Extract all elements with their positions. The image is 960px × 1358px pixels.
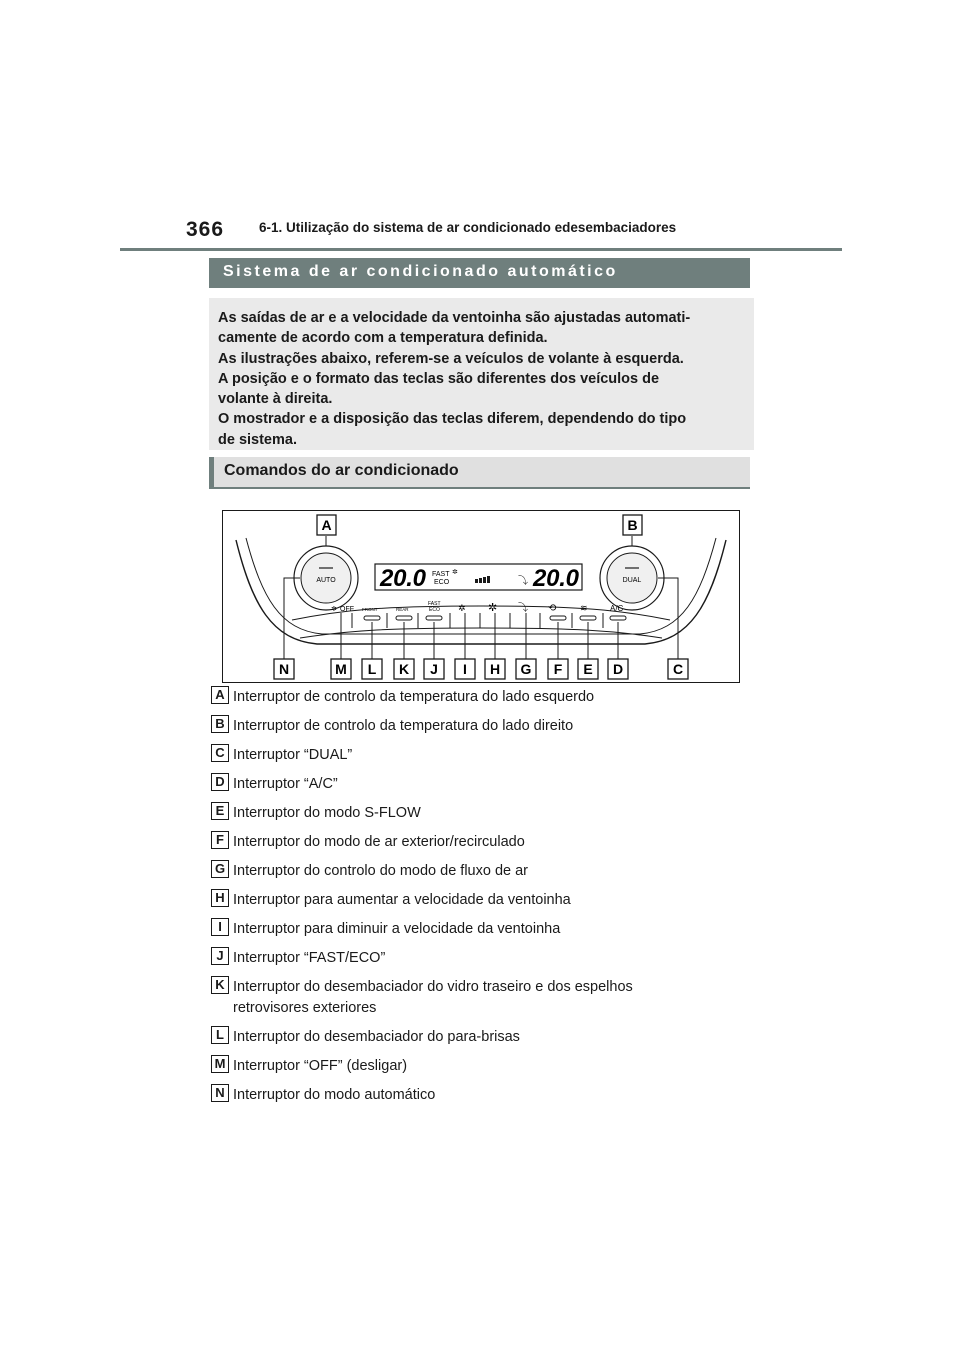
led-fast-eco	[426, 616, 442, 620]
legend-key: C	[211, 744, 229, 762]
legend-text-line-2: retrovisores exteriores	[233, 1000, 377, 1016]
left-temp-knob[interactable]	[294, 546, 358, 610]
airflow-mode-icon: ⤵	[518, 603, 528, 614]
callout-l	[362, 659, 382, 679]
svg-text:C: C	[672, 661, 684, 677]
svg-text:M: M	[335, 661, 347, 677]
climate-display	[375, 564, 582, 592]
callout-j	[424, 659, 444, 679]
led-s-flow	[580, 616, 596, 620]
fast-button-label: FAST	[428, 601, 441, 607]
eco-button-label: ECO	[429, 607, 440, 613]
fan-down-icon: ✲	[458, 604, 466, 614]
intro-line: As saídas de ar e a velocidade da ventoinha são ajustadas automati-	[218, 310, 691, 326]
legend-text: Interruptor “FAST/ECO”	[233, 950, 386, 966]
callout-g	[516, 659, 536, 679]
svg-text:H: H	[489, 661, 501, 677]
legend-key: D	[211, 773, 229, 791]
legend-key: K	[211, 976, 229, 994]
subsection-title: Comandos do ar condicionado	[224, 462, 459, 479]
legend-key: I	[211, 918, 229, 936]
svg-text:F: F	[553, 661, 563, 677]
display-eco-label: ECO	[434, 579, 450, 586]
temp-left-readout: 20.0	[380, 565, 426, 592]
ac-panel-figure	[222, 510, 740, 683]
intro-line: As ilustrações abaixo, referem-se a veículos de volante à esquerda.	[218, 350, 684, 367]
rear-defrost-label: REAR	[396, 607, 409, 612]
callout-m	[331, 659, 351, 679]
legend-text: Interruptor do controlo do modo de fluxo de ar	[233, 863, 529, 879]
display-fast-label: FAST	[432, 571, 450, 578]
svg-text:I: I	[463, 661, 467, 677]
display-airflow-icon: ⤵	[518, 576, 528, 587]
intro-line: O mostrador e a disposição das teclas diferem, dependendo do tipo	[218, 411, 687, 428]
s-flow-icon: ≋	[580, 604, 588, 614]
fan-off-icon: ✲	[331, 605, 337, 613]
legend-text: Interruptor “DUAL”	[233, 747, 353, 763]
callout-i	[455, 659, 475, 679]
legend-text: Interruptor “OFF” (desligar)	[233, 1058, 408, 1074]
callout-h	[485, 659, 505, 679]
led-ac	[610, 616, 626, 620]
legend-text: Interruptor do modo S-FLOW	[233, 805, 421, 821]
ac-button-label: A/C	[610, 604, 624, 613]
intro-text	[218, 308, 748, 450]
legend-key: N	[211, 1084, 229, 1102]
svg-text:E: E	[583, 661, 593, 677]
intro-box	[209, 298, 754, 450]
page-header	[120, 214, 842, 251]
legend-text: Interruptor de controlo da temperatura do lado esquerdo	[233, 689, 595, 705]
temp-right-readout: 20.0	[533, 565, 579, 592]
legend-key: A	[211, 686, 229, 704]
subsection-title-bar	[209, 457, 750, 489]
legend-text: Interruptor do desembaciador do para-brisas	[233, 1029, 520, 1045]
callout-f	[548, 659, 568, 679]
led-recirc	[550, 616, 566, 620]
svg-text:A: A	[321, 517, 332, 533]
svg-text:N: N	[278, 661, 290, 677]
legend-key: J	[211, 947, 229, 965]
svg-text:B: B	[627, 517, 638, 533]
page-number: 366	[186, 218, 225, 241]
legend-text: Interruptor para aumentar a velocidade da ventoinha	[233, 892, 571, 908]
ac-panel-illustration	[222, 510, 740, 683]
recirculation-icon: ⟲	[548, 603, 557, 614]
intro-line: A posição e o formato das teclas são diferentes dos veículos de	[218, 370, 660, 387]
off-button-label: OFF	[340, 606, 354, 613]
intro-line: volante à direita.	[218, 391, 333, 408]
legend-key: L	[211, 1026, 229, 1044]
legend-text: Interruptor para diminuir a velocidade da ventoinha	[233, 921, 561, 937]
legend-key: E	[211, 802, 229, 820]
legend-text-line-1: Interruptor do desembaciador do vidro traseiro e dos espelhos	[233, 979, 633, 995]
front-defrost-label: FRONT	[362, 607, 378, 612]
chapter-title: 6-1. Utilização do sistema de ar condicionado edesembaciadores	[259, 220, 677, 235]
right-temp-knob[interactable]	[600, 546, 664, 610]
legend-key: H	[211, 889, 229, 907]
legend-text	[233, 977, 703, 1019]
section-title-bar	[209, 258, 750, 288]
callout-e	[578, 659, 598, 679]
legend-text: Interruptor do modo de ar exterior/recirculado	[233, 834, 525, 850]
callout-n	[274, 659, 294, 679]
svg-text:G: G	[520, 661, 532, 677]
fan-up-icon: ✲	[488, 601, 498, 614]
callout-c	[668, 659, 688, 679]
auto-label: AUTO	[316, 577, 336, 584]
svg-text:L: L	[367, 661, 377, 677]
intro-line: de sistema.	[218, 431, 297, 448]
callout-a	[317, 515, 336, 535]
callout-b	[623, 515, 642, 535]
legend-text: Interruptor do modo automático	[233, 1087, 436, 1103]
intro-line: camente de acordo com a temperatura definida.	[218, 330, 548, 347]
legend-key: M	[211, 1055, 229, 1073]
callout-k	[394, 659, 414, 679]
svg-text:K: K	[398, 661, 410, 677]
led-rear	[396, 616, 412, 620]
svg-text:J: J	[430, 661, 438, 677]
svg-text:D: D	[612, 661, 624, 677]
callout-d	[608, 659, 628, 679]
section-title: Sistema de ar condicionado automático	[223, 263, 618, 280]
legend-text: Interruptor “A/C”	[233, 776, 338, 792]
display-fan-icon: ✲	[452, 568, 458, 576]
led-front	[364, 616, 380, 620]
dual-label: DUAL	[622, 577, 642, 584]
legend-key: F	[211, 831, 229, 849]
legend-key: B	[211, 715, 229, 733]
legend-text: Interruptor de controlo da temperatura do lado direito	[233, 718, 574, 734]
legend-key: G	[211, 860, 229, 878]
